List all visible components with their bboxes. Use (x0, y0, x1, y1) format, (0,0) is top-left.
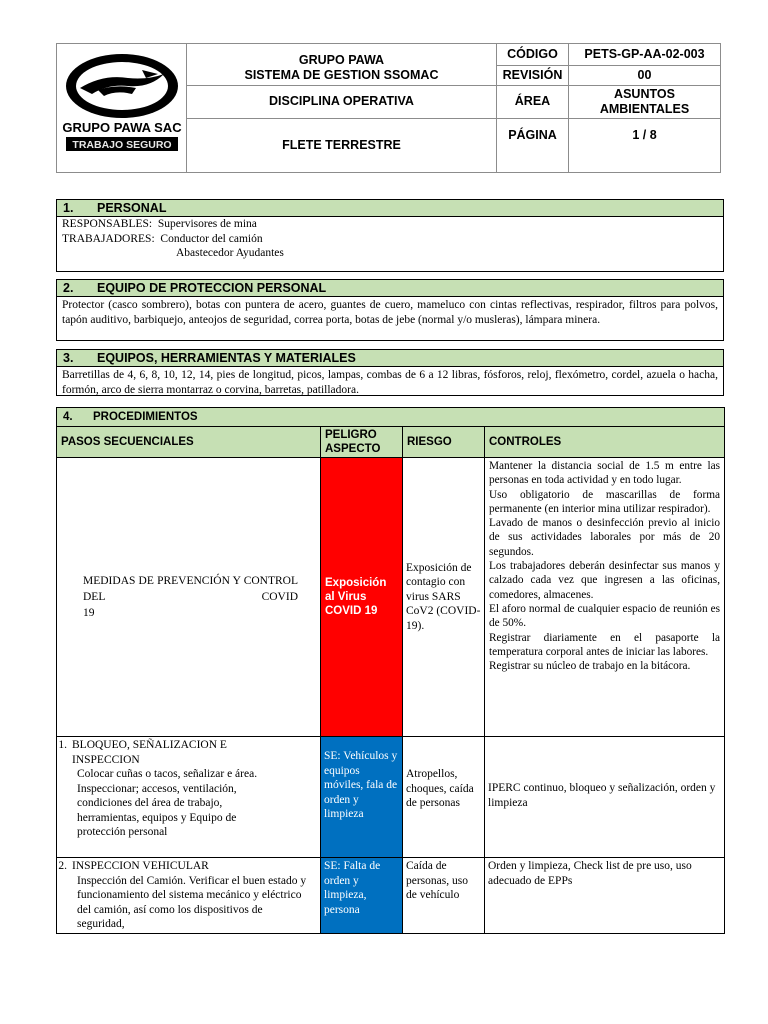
section-title: EQUIPOS, HERRAMIENTAS Y MATERIALES (97, 351, 356, 365)
step-title: INSPECCION VEHICULAR (72, 860, 209, 872)
section-number: 1. (63, 201, 74, 215)
risk-1: Atropellos, choques, caída de personas (403, 737, 485, 858)
control-item: Mantener la distancia social de 1.5 m entre las personas en toda actividad y en todo lugar. (489, 460, 721, 487)
controls-1: IPERC continuo, bloqueo y señalización, orden y limpieza (485, 737, 725, 858)
step-description: Inspección del Camión. Verificar el buen estado y funcionamiento del sistema mecánico y eléctrico del camión, así como los dispositivos de seguridad, (77, 874, 307, 930)
risk-covid: Exposición de contagio con virus SARS CoV2 (COVID-19). (403, 458, 485, 737)
section-number: 2. (63, 281, 74, 295)
code-label: CÓDIGO (497, 44, 569, 66)
management-system: SISTEMA DE GESTION SSOMAC (244, 67, 439, 82)
section-number: 4. (63, 411, 73, 423)
section-personal-body (57, 217, 723, 262)
section-title: PROCEDIMIENTOS (93, 411, 198, 423)
control-item: El aforo normal de cualquier espacio de reunión es de 50%. (489, 602, 721, 630)
column-header-controles: CONTROLES (485, 427, 725, 458)
table-row (57, 458, 725, 737)
pawa-logo-icon (58, 44, 186, 168)
trabajadores-value-2: Abastecedor Ayudantes (176, 247, 284, 259)
table-row (57, 858, 725, 934)
responsables-label: RESPONSABLES: (62, 218, 153, 230)
trabajadores-label: TRABAJADORES: (62, 232, 155, 245)
page-label: PÁGINA (497, 118, 569, 172)
control-item: Lavado de manos o desinfección previo al inicio de sus actividades laborales por más de 20 segundos. (489, 517, 721, 558)
section-epp-header (57, 280, 723, 297)
step-description: Colocar cuñas o tacos, señalizar e área. Inspeccionar; accesos, ventilación, condiciones del área de trabajo, herramientas, equipos y Equipo de protección personal (77, 768, 258, 838)
company-name: GRUPO PAWA (298, 52, 385, 67)
area-value: ASUNTOS AMBIENTALES (569, 85, 721, 118)
section-equipos-header (57, 350, 723, 367)
responsables-value: Supervisores de mina (157, 218, 257, 230)
step-number: 1. (58, 739, 67, 751)
step-number: 2. (58, 860, 67, 872)
column-header-riesgo: RIESGO (403, 427, 485, 458)
section-equipos-body: Barretillas de 4, 6, 8, 10, 12, 14, pies de longitud, picos, lampas, combas de 6 a 12 libras, fósforos, reloj, flexómetro, cordel, azuela o hacha, formón, arco de sierra montarraz o corvina, barretas, patilladora. (62, 369, 718, 396)
section-epp-body: Protector (casco sombrero), botas con puntera de acero, guantes de cuero, mameluco con cintas reflectivas, respirador, filtros para polvos, tapón auditivo, barbiquejo, anteojos de seguridad, correa porta, botas de jebe (normal y/o musleras), lámpara minera. (62, 299, 718, 326)
step-covid (57, 458, 321, 737)
section-equipos (56, 349, 724, 396)
section-title: PERSONAL (97, 201, 167, 215)
discipline: DISCIPLINA OPERATIVA (187, 85, 497, 118)
section-epp (56, 279, 724, 341)
section-personal (56, 199, 724, 272)
section-title: EQUIPO DE PROTECCION PERSONAL (97, 281, 327, 295)
trabajadores-value: Conductor del camión (160, 232, 263, 245)
control-item: Los trabajadores deberán desinfectar sus manos y calzado cada vez que ingresen a las oficinas, comedores, almacenes. (489, 560, 721, 601)
step-title: BLOQUEO, SEÑALIZACION E INSPECCION (72, 739, 227, 766)
control-item: Registrar diariamente en el pasaporte la temperatura corporal antes de iniciar las labores. (489, 631, 721, 658)
step-covid-number: 19 (83, 607, 95, 619)
step-2 (57, 858, 321, 934)
controls-2: Orden y limpieza, Check list de pre uso, uso adecuado de EPPs (485, 858, 725, 934)
control-item: Registrar su núcleo de trabajo en la bitácora. (489, 660, 691, 673)
step-covid-title: MEDIDAS DE PREVENCIÓN Y CONTROL DEL COVID (83, 575, 298, 603)
revision-value: 00 (569, 65, 721, 85)
company-logo (57, 44, 187, 173)
page-value: 1 / 8 (569, 118, 721, 172)
logo-tagline-text: TRABAJO SEGURO (71, 139, 172, 151)
code-value: PETS-GP-AA-02-003 (569, 44, 721, 66)
procedures-table (56, 407, 725, 934)
area-label: ÁREA (497, 85, 569, 118)
section-number: 3. (63, 351, 74, 365)
hazard-2: SE: Falta de orden y limpieza, persona (321, 858, 403, 934)
column-header-pasos: PASOS SECUENCIALES (57, 427, 321, 458)
logo-company-text: GRUPO PAWA SAC (61, 120, 182, 135)
document-header (56, 43, 721, 173)
company-title (187, 44, 497, 86)
document-title: FLETE TERRESTRE (187, 118, 497, 172)
hazard-covid: Exposición al Virus COVID 19 (321, 458, 403, 737)
revision-label: REVISIÓN (497, 65, 569, 85)
step-1 (57, 737, 321, 858)
risk-2: Caída de personas, uso de vehículo (403, 858, 485, 934)
table-row (57, 737, 725, 858)
section-personal-header (57, 200, 723, 217)
controls-covid (485, 458, 725, 737)
control-item: Uso obligatorio de mascarillas de forma permanente (en interior mina utilizar respirador). (489, 488, 721, 515)
hazard-1: SE: Vehículos y equipos móviles, fala de orden y limpieza (321, 737, 403, 858)
column-header-peligro: PELIGRO ASPECTO (321, 427, 403, 458)
procedures-header (57, 408, 725, 427)
